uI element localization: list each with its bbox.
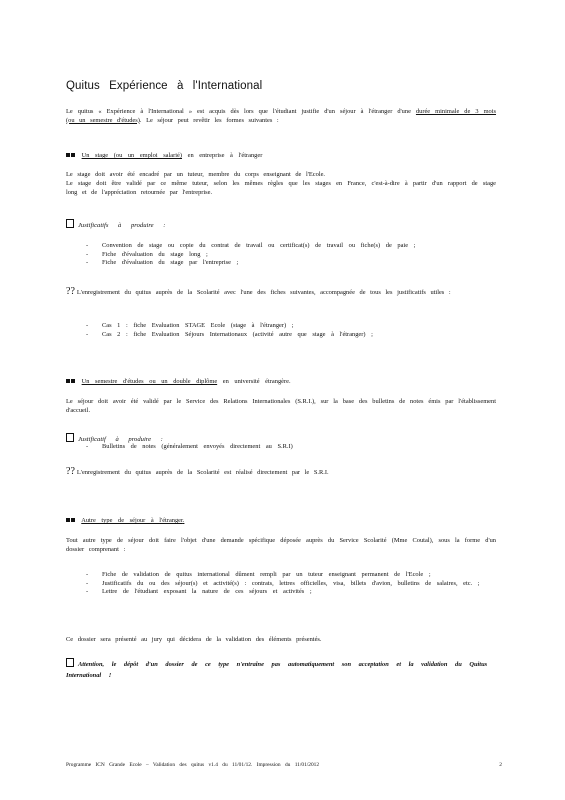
section1-para2: Le stage doit être validé par ce même tuteur, selon les mêmes règles que les stages en France, c'est-à-dire à partir d'un rapport de stage long et de l'appréciation retournée par l'entreprise. — [66, 180, 496, 196]
square-bullet-icon — [66, 153, 70, 157]
section2-justif-label — [66, 433, 163, 443]
square-bullet-icon — [66, 518, 70, 522]
question-marks-icon: ?? — [66, 286, 75, 297]
section2-enreg-text: L'enregistrement du quitus auprès de la Scolarité est réalisé directement par le S.R.I. — [76, 469, 329, 476]
list-item: - Cas 2 : fiche Evaluation Séjours Internationaux (activité autre que stage à l'étranger) ; — [86, 331, 494, 340]
square-bullet-icon — [66, 379, 70, 383]
intro-text-2: . Le séjour peut revêtir les formes suivantes : — [139, 116, 279, 124]
section1-para1: Le stage doit avoir été encadré par un tuteur, membre du corps enseignant de l'Ecole. — [66, 171, 326, 178]
question-marks-icon: ?? — [66, 466, 75, 477]
section3-heading-rest: . — [182, 517, 185, 524]
section2-justif-list — [86, 443, 494, 452]
section3-para: Tout autre type de séjour doit faire l'objet d'une demande spécifique déposée auprès du Service Scolarité (Mme Coutal), sous la forme d'un dossier comprenant : — [66, 537, 496, 553]
list-item: - Fiche d'évaluation du stage long ; — [86, 251, 494, 260]
section1-heading — [66, 152, 262, 159]
list-item: - Fiche d'évaluation du stage par l'entreprise ; — [86, 259, 494, 268]
section2-enreg-paragraph — [66, 468, 496, 478]
section2-heading-underlined: Un semestre d'études ou un double diplôme — [81, 378, 218, 385]
list-item: - Lettre de l'étudiant exposant la nature de ces séjours et activités ; — [86, 588, 494, 597]
page-number: 2 — [499, 762, 502, 768]
section3-list — [86, 571, 494, 597]
attention-note — [66, 658, 496, 681]
checkbox-square-icon — [66, 658, 74, 667]
section1-cas-list — [86, 322, 494, 339]
square-bullet-icon — [71, 379, 75, 383]
square-bullet-icon — [71, 153, 75, 157]
section1-enreg-paragraph — [66, 287, 496, 297]
footer-text: Programme ICN Grande Ecole – Validation des quitus v1.4 du 11/01/12. Impression du 11/01/2012 — [66, 762, 320, 768]
checkbox-square-icon — [66, 219, 74, 228]
list-item: - Fiche de validation de quitus international dûment rempli par un tuteur enseignant permanent de l'Ecole ; — [86, 571, 494, 580]
section1-enreg-text: L'enregistrement du quitus auprès de la Scolarité avec l'une des fiches suivantes, accompagnée de tous les justificatifs utiles : — [76, 289, 451, 296]
section1-justif-text: Justificatifs à produire : — [78, 222, 166, 229]
intro-duration: durée minimale de 3 mois (ou un semestre d'études) — [66, 108, 497, 124]
section3-dossier-text: Ce dossier sera présenté au jury qui décidera de la validation des éléments présentés. — [66, 636, 322, 643]
section3-heading-underlined: Autre type de séjour à l'étranger — [81, 517, 183, 524]
list-item: - Convention de stage ou copie du contrat de travail ou certificat(s) de travail ou fiche(s) de paie ; — [86, 242, 494, 251]
section2-justif-text: Justificatif à produire : — [78, 436, 163, 443]
list-item: - Cas 1 : fiche Evaluation STAGE Ecole (stage à l'étranger) ; — [86, 322, 494, 331]
square-bullet-icon — [71, 518, 75, 522]
section2-para: Le séjour doit avoir été validé par le Service des Relations Internationales (S.R.I.), sur la base des bulletins de notes émis par l'établissement d'accueil. — [66, 398, 496, 414]
section1-justif-label — [66, 219, 165, 229]
intro-paragraph — [66, 108, 496, 125]
section1-heading-underlined: Un stage (ou un emploi salarié) — [81, 152, 183, 159]
attention-text: Attention, le dépôt d'un dossier de ce type n'entraîne pas automatiquement son acceptation et la validation du Quitus International ! — [66, 661, 488, 679]
section2-heading — [66, 378, 291, 385]
section2-heading-rest: en université étrangère. — [217, 378, 291, 385]
page-footer — [66, 762, 502, 768]
intro-text-1: Le quitus « Expérience à l'International » est acquis dès lors que l'étudiant justifie d'un séjour à l'étranger d'une — [66, 108, 416, 115]
section1-justif-list — [86, 242, 494, 268]
page-title: Quitus Expérience à l'International — [66, 80, 263, 92]
list-item: - Justificatifs du ou des séjour(s) et activité(s) : contrats, lettres officielles, visa, billets d'avion, bulletins de salaires, etc. ; — [86, 580, 494, 589]
section3-heading — [66, 517, 184, 524]
section1-heading-rest: en entreprise à l'étranger — [182, 152, 263, 159]
checkbox-square-icon — [66, 433, 74, 442]
list-item: - Bulletins de notes (généralement envoyés directement au S.R.I) — [86, 443, 494, 452]
